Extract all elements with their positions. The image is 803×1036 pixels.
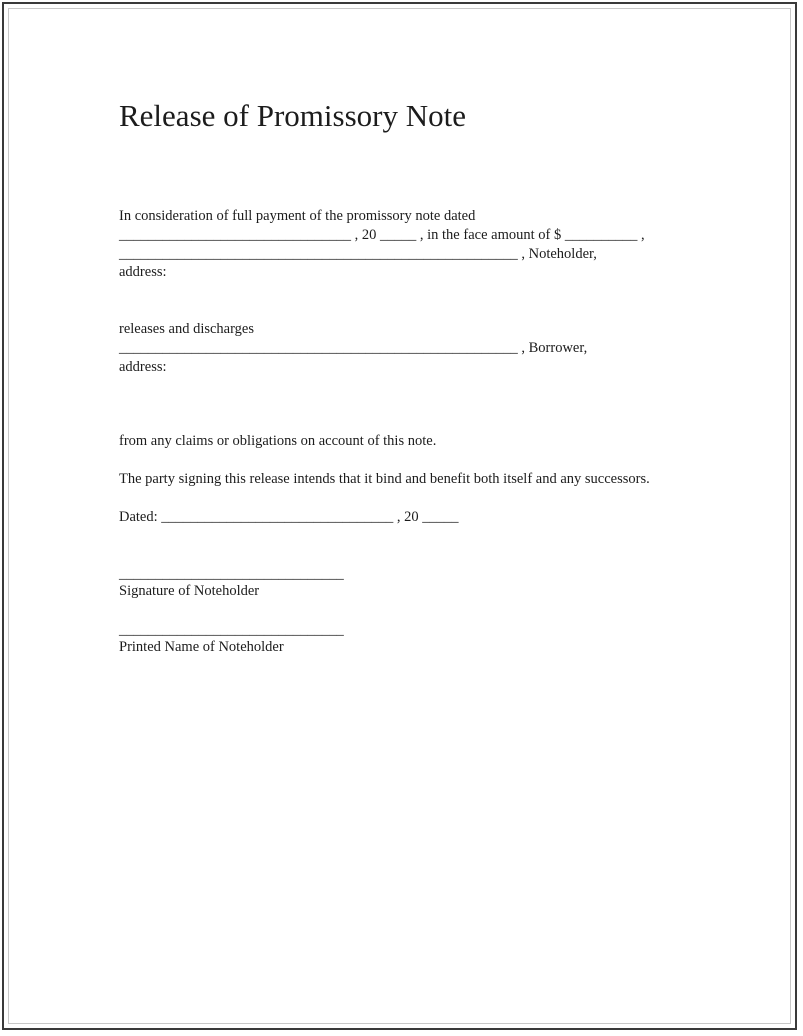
- date-amount-line: ________________________________ , 20 _____ , in the face amount of $ __________ ,: [119, 227, 645, 243]
- borrower-address-label: address:: [119, 359, 167, 375]
- dated-line: Dated: ________________________________ , 20 _____: [119, 509, 459, 525]
- signature-blank-line: _______________________________: [119, 566, 344, 582]
- document-title: Release of Promissory Note: [119, 98, 466, 133]
- printed-name-blank-line: _______________________________: [119, 622, 344, 638]
- noteholder-address-label: address:: [119, 264, 167, 280]
- borrower-line: _______________________________________________________ , Borrower,: [119, 340, 588, 356]
- printed-name-label: Printed Name of Noteholder: [119, 639, 284, 655]
- claims-line: from any claims or obligations on account of this note.: [119, 433, 437, 449]
- noteholder-line: _______________________________________________________ , Noteholder,: [119, 246, 597, 262]
- releases-line: releases and discharges: [119, 321, 255, 337]
- signature-label: Signature of Noteholder: [119, 583, 260, 599]
- successors-line: The party signing this release intends that it bind and benefit both itself and any successors.: [119, 471, 650, 487]
- intro-line: In consideration of full payment of the promissory note dated: [119, 208, 476, 224]
